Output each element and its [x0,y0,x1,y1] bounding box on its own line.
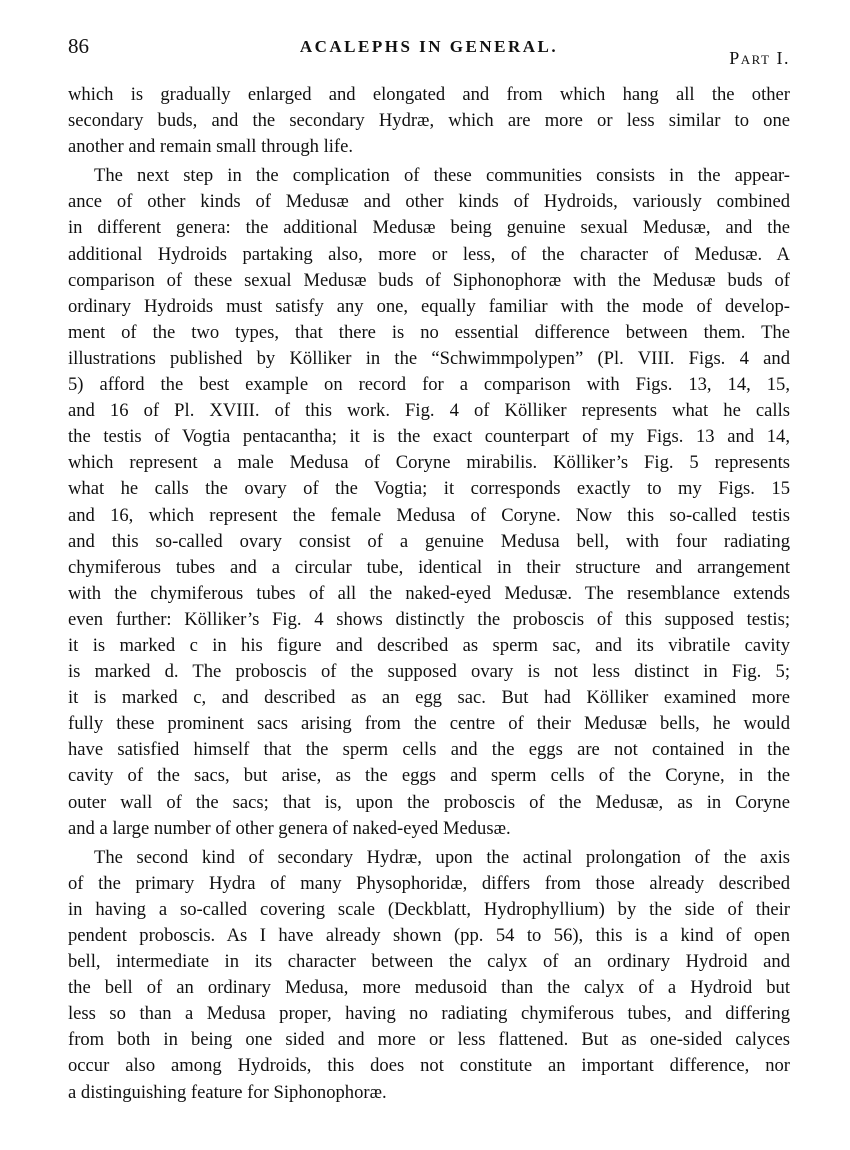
text-line: from both in being one sided and more or less flattened. But as one-sided calyces [68,1029,790,1051]
text-line: illustrations published by Kölliker in the “Schwimmpolypen” (Pl. VIII. Figs. 4 and [68,347,790,369]
text-line: ordinary Hydroids must satisfy any one, equally familiar with the mode of develop- [68,295,790,317]
body-text [68,82,790,1106]
text-line: even further: Kölliker’s Fig. 4 shows distinctly the proboscis of this supposed testis; [68,608,790,630]
text-line: cavity of the sacs, but arise, as the eggs and sperm cells of the Coryne, in the [68,765,790,787]
text-line: and 16, which represent the female Medusa of Coryne. Now this so-called testis [68,504,790,526]
text-line: The next step in the complication of these communities consists in the appear- [94,165,790,187]
text-line: it is marked c in his figure and described as sperm sac, and its vibratile cavity [68,634,790,656]
text-line: additional Hydroids partaking also, more or less, of the character of Medusæ. A [68,243,790,265]
text-line: secondary buds, and the secondary Hydræ, which are more or less similar to one [68,110,790,132]
paragraph [68,82,790,160]
text-line: outer wall of the sacs; that is, upon the proboscis of the Medusæ, as in Coryne [68,791,790,813]
text-line: ment of the two types, that there is no essential difference between them. The [68,321,790,343]
text-line: and this so-called ovary consist of a genuine Medusa bell, with four radiating [68,530,790,552]
text-line: with the chymiferous tubes of all the naked-eyed Medusæ. The resemblance extends [68,582,790,604]
text-line: occur also among Hydroids, this does not constitute an important difference, nor [68,1055,790,1077]
text-line: pendent proboscis. As I have already shown (pp. 54 to 56), this is a kind of open [68,925,790,946]
paragraph [68,845,790,1106]
text-line: in different genera: the additional Medusæ being genuine sexual Medusæ, and the [68,217,790,239]
text-line: the bell of an ordinary Medusa, more medusoid than the calyx of a Hydroid but [68,977,790,999]
text-line: of the primary Hydra of many Physophoridæ, differs from those already described [68,872,790,894]
text-line: it is marked c, and described as an egg sac. But had Kölliker examined more [68,687,790,709]
text-line: bell, intermediate in its character between the calyx of an ordinary Hydroid and [68,951,790,973]
text-line: less so than a Medusa proper, having no radiating chymiferous tubes, and differing [68,1003,790,1025]
text-line: and 16 of Pl. XVIII. of this work. Fig. 4 of Kölliker represents what he calls [68,400,790,422]
text-line: 5) afford the best example on record for a comparison with Figs. 13, 14, 15, [68,374,790,396]
text-line: a distinguishing feature for Siphonophoræ. [68,1081,387,1103]
text-line: which is gradually enlarged and elongated and from which hang all the other [68,84,790,105]
text-line: fully these prominent sacs arising from the centre of their Medusæ bells, he would [68,713,790,735]
page-header [68,34,790,68]
text-line: the testis of Vogtia pentacantha; it is the exact counterpart of my Figs. 13 and 14, [68,426,790,448]
text-line: which represent a male Medusa of Coryne mirabilis. Kölliker’s Fig. 5 represents [68,452,790,474]
text-line: what he calls the ovary of the Vogtia; it corresponds exactly to my Figs. 15 [68,478,790,500]
running-title: ACALEPHS IN GENERAL. [299,37,559,56]
text-line: have satisfied himself that the sperm cells and the eggs are not contained in the [68,739,790,761]
text-line: comparison of these sexual Medusæ buds of Siphonophoræ with the Medusæ buds of [68,269,790,291]
text-line: in having a so-called covering scale (Deckblatt, Hydrophyllium) by the side of their [68,898,790,920]
text-line: chymiferous tubes and a circular tube, identical in their structure and arrangement [68,556,790,578]
page-number: 86 [68,34,89,58]
text-line: another and remain small through life. [68,136,354,158]
text-line: and a large number of other genera of naked-eyed Medusæ. [68,817,511,839]
part-label: Part I. [729,48,790,68]
text-line: is marked d. The proboscis of the supposed ovary is not less distinct in Fig. 5; [68,661,790,683]
text-line: The second kind of secondary Hydræ, upon the actinal prolongation of the axis [94,846,790,868]
paragraph [68,163,790,841]
text-line: ance of other kinds of Medusæ and other kinds of Hydroids, variously combined [68,191,790,213]
